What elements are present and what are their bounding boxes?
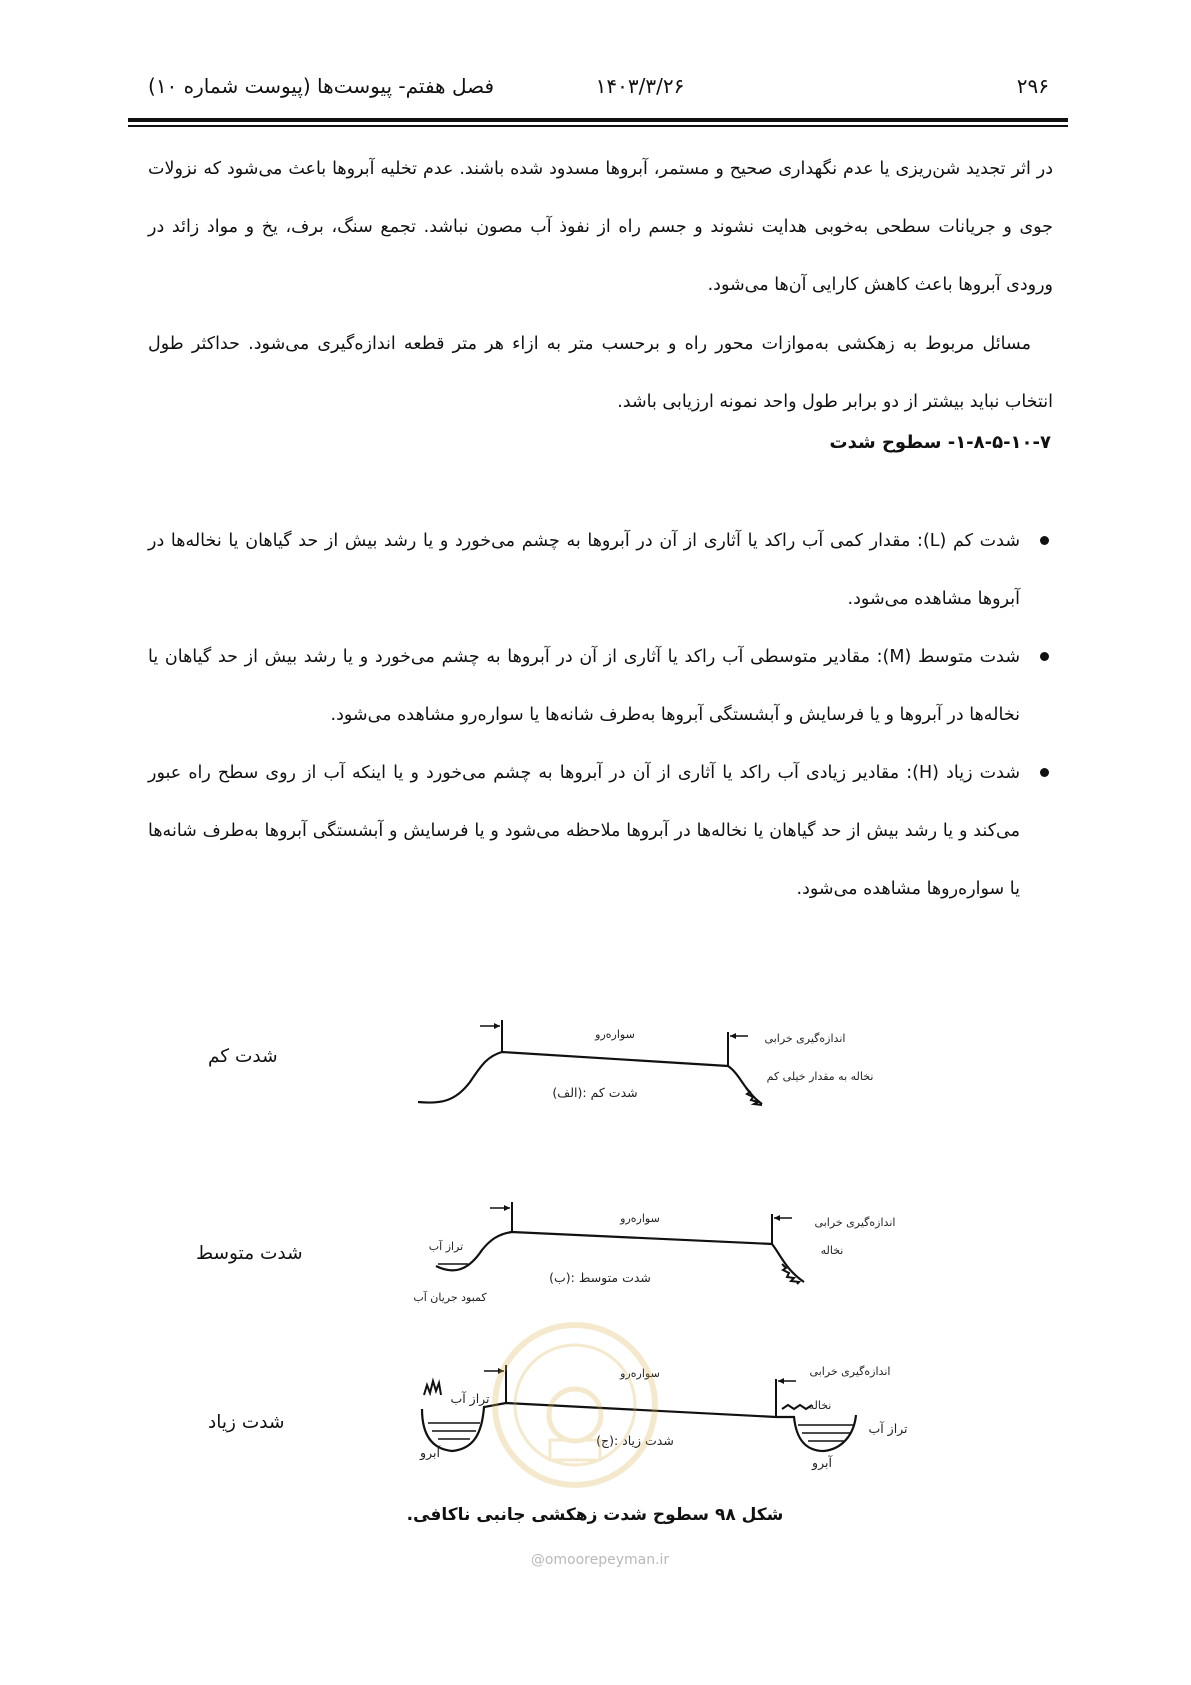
road-section-high-icon bbox=[410, 1345, 930, 1475]
road-section-low-icon bbox=[410, 1012, 930, 1122]
fig-medium-debris: نخاله bbox=[820, 1244, 844, 1257]
bullet-dot-icon bbox=[1040, 536, 1049, 545]
fig-medium-carriageway: سواره‌رو bbox=[620, 1212, 660, 1225]
bullet-low bbox=[148, 512, 1053, 628]
fig-medium-flow-deficit: کمبود جریان آب bbox=[413, 1291, 487, 1304]
fig-medium-title: (ب): شدت متوسط bbox=[549, 1270, 651, 1285]
figure-high-severity bbox=[410, 1345, 930, 1475]
figure-medium-severity bbox=[410, 1198, 930, 1308]
fig-high-water-level-right: تراز آب bbox=[868, 1421, 908, 1436]
bullet-high-text: شدت زیاد (H): مقادیر زیادی آب راکد یا آثاری از آن در آبروها به چشم می‌خورد و یا اینکه آب از روی سطح راه عبور می‌کند و یا رشد بیش از حد گیاهان یا نخاله‌ها در آبروها ملاحظه می‌شود و یا فرسایش و آبشستگی آبروها به‌طرف شانه‌ها یا سواره‌روها مشاهده می‌شود. bbox=[148, 763, 1020, 899]
paragraph-measurement: مسائل مربوط به زهکشی به‌موازات محور راه و برحسب متر به ازاء هر متر قطعه اندازه‌گیری می‌شود. حداکثر طول انتخاب نباید بیشتر از دو برابر طول واحد نمونه ارزیابی باشد. bbox=[148, 334, 1053, 412]
fig-low-title: (الف): شدت کم bbox=[552, 1085, 638, 1100]
page-number: ۲۹۶ bbox=[1016, 74, 1049, 98]
fig-low-debris: نخاله به مقدار خیلی کم bbox=[766, 1070, 874, 1083]
fig-medium-measure: اندازه‌گیری خرابی bbox=[814, 1216, 896, 1229]
severity-label-medium: شدت متوسط bbox=[196, 1243, 303, 1264]
severity-bullet-list bbox=[148, 512, 1053, 918]
bullet-medium bbox=[148, 628, 1053, 744]
fig-medium-water-level: تراز آب bbox=[428, 1240, 464, 1253]
fig-low-carriageway: سواره‌رو bbox=[595, 1028, 635, 1041]
header-rule-thick bbox=[128, 118, 1068, 122]
fig-high-water-level-left: تراز آب bbox=[450, 1391, 490, 1406]
severity-label-low: شدت کم bbox=[208, 1046, 278, 1067]
fig-high-ditch-right: آبرو bbox=[812, 1455, 832, 1470]
fig-high-ditch-left: آبرو bbox=[420, 1445, 440, 1460]
fig-high-carriageway: سواره‌رو bbox=[620, 1367, 660, 1380]
figure-caption: شکل ۹۸ سطوح شدت زهکشی جانبی ناکافی. bbox=[406, 1505, 784, 1525]
severity-label-high: شدت زیاد bbox=[208, 1412, 285, 1433]
header-rule-thin bbox=[128, 125, 1068, 127]
bullet-medium-text: شدت متوسط (M): مقادیر متوسطی آب راکد یا آثاری از آن در آبروها به چشم می‌خورد و یا رشد بیش از حد گیاهان یا نخاله‌ها در آبروها و یا فرسایش و آبشستگی آبروها به‌طرف شانه‌ها یا سواره‌رو مشاهده می‌شود. bbox=[148, 647, 1021, 725]
fig-high-measure: اندازه‌گیری خرابی bbox=[809, 1365, 891, 1378]
road-section-medium-icon bbox=[410, 1198, 930, 1308]
figure-low-severity bbox=[410, 1012, 930, 1122]
fig-low-measure: اندازه‌گیری خرابی bbox=[764, 1032, 846, 1045]
watermark-url: @omoorepeyman.ir bbox=[530, 1552, 670, 1568]
bullet-high bbox=[148, 744, 1053, 918]
bullet-low-text: شدت کم (L): مقدار کمی آب راکد یا آثاری از آن در آبروها به چشم می‌خورد و یا رشد بیش از حد گیاهان یا نخاله‌ها در آبروها مشاهده می‌شود. bbox=[148, 531, 1020, 609]
fig-high-title: (ج): شدت زیاد bbox=[596, 1433, 674, 1448]
bullet-dot-icon bbox=[1040, 652, 1049, 661]
watermark-seal-icon bbox=[490, 1320, 660, 1490]
header-date: ۱۴۰۳/۳/۲۶ bbox=[595, 74, 685, 98]
fig-high-debris: نخاله bbox=[808, 1399, 832, 1412]
section-heading: ۱-۸-۵-۱۰-۷- سطوح شدت bbox=[829, 432, 1051, 453]
paragraph-blockage: در اثر تجدید شن‌ریزی یا عدم نگهداری صحیح و مستمر، آبروها مسدود شده باشند. عدم تخلیه آبروها باعث می‌شود که نزولات جوی و جریانات سطحی به‌خوبی هدایت نشوند و جسم راه از نفوذ آب مصون نباشد. تجمع سنگ، برف، یخ و مواد زائد در ورودی آبروها باعث کاهش کارایی آن‌ها می‌شود. bbox=[148, 159, 1053, 295]
chapter-title: فصل هفتم- پیوست‌ها (پیوست شماره ۱۰) bbox=[148, 74, 495, 98]
bullet-dot-icon bbox=[1040, 768, 1049, 777]
